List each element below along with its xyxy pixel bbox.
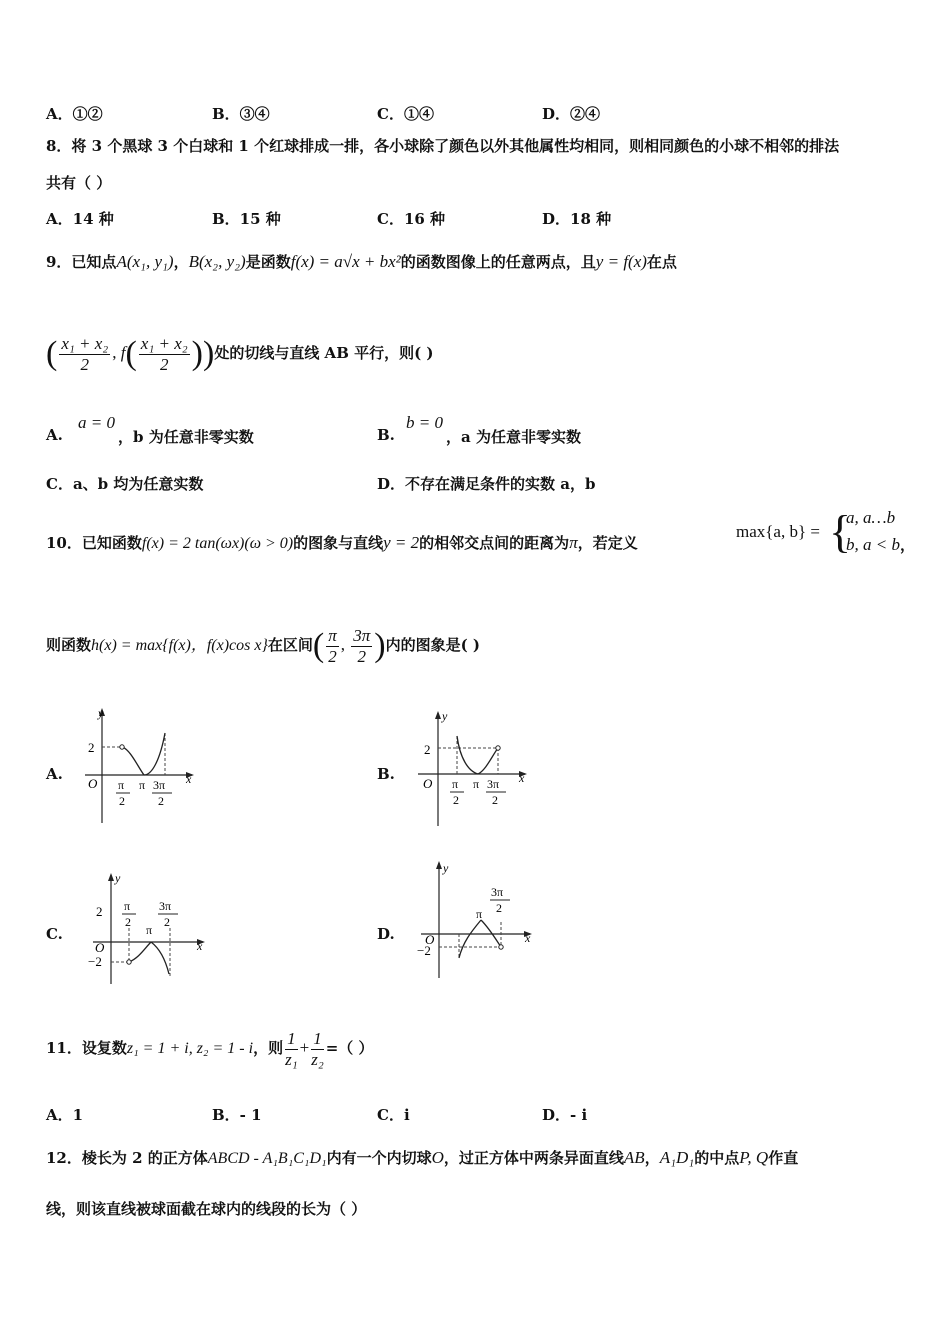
tick-pi: π: [473, 777, 480, 791]
q7-option-c: C．①④: [377, 105, 434, 123]
q9-sep: ，: [173, 253, 189, 271]
q12-mid2: ，过正方体中两条异面直线: [443, 1149, 624, 1167]
q10-interval-prefix: 在区间: [267, 636, 313, 654]
tick-pi2-num: π: [118, 778, 125, 792]
q9-at-point: 在点: [646, 253, 677, 271]
q9-is-func: 是函数: [245, 253, 291, 271]
q12-o: O: [431, 1148, 444, 1167]
tick-3pi2-num: 3π: [491, 885, 504, 899]
q10-stem-line1: [46, 533, 638, 554]
q9-option-c: C．a、b 均为任意实数: [46, 475, 204, 493]
tick-2: 2: [424, 742, 431, 757]
q11-option-d: D．- i: [542, 1106, 588, 1124]
tick-3pi2-num: 3π: [153, 778, 166, 792]
q9-point-b: B(x₂, y₂): [188, 252, 246, 271]
q12-ab: AB: [623, 1148, 645, 1167]
q9-option-b-text: ，a 为任意非零实数: [446, 428, 581, 446]
q8-option-c: C．16 种: [377, 210, 446, 228]
q9-point-x-frac: $\frac{\text{x₁ + x₂}}{2}$: [61, 333, 109, 374]
q8-option-d: D．18 种: [542, 210, 612, 228]
axis-y-label: y: [442, 709, 448, 723]
q11-prefix: 11．设复数: [46, 1039, 127, 1057]
q10-graph-b-label: B.: [377, 765, 395, 783]
tick-3pi2-den: 2: [492, 793, 498, 807]
tick-3pi2-den: 2: [164, 915, 170, 929]
q9-option-a: a = 0: [78, 413, 115, 432]
q10-graph-d: [415, 858, 540, 983]
q10-line2-prefix: 则函数: [46, 636, 92, 654]
q10-pi: π: [569, 533, 578, 552]
q12-mid: 内有一个内切球: [326, 1149, 432, 1167]
origin-label: O: [95, 940, 105, 955]
q10-graph-a: [80, 705, 200, 830]
q9-point-a: A(x₁, y₁): [116, 252, 174, 271]
q10-mid2: 的相邻交点间的距离为: [419, 534, 570, 552]
axis-y-label: y: [443, 861, 449, 875]
q10-graph-c-label: C.: [46, 925, 63, 943]
q10-stem-line2: 则函数h(x) = max{f(x)，f(x)cos x}在区间( $\frac{\pi}{2}$ , $\frac{3\pi}{2}$ )内的图象是( ): [46, 625, 481, 666]
q9-option-b: b = 0: [406, 413, 443, 432]
q9-option-a-text: ，b 为任意非零实数: [118, 428, 254, 446]
q9-option-b-label: B.: [377, 426, 395, 444]
q9-yfx: y = f(x): [595, 252, 647, 271]
axis-x-label: x: [197, 939, 203, 953]
tick-pi2-num: π: [124, 899, 131, 913]
q12-stem-line2: 线，则该直线被球面截在球内的线段的长为（ ）: [46, 1200, 367, 1218]
tick-pi: π: [476, 907, 483, 921]
q8-option-b: B．15 种: [212, 210, 281, 228]
q9-option-a-label: A.: [46, 426, 63, 444]
tick-neg2: −2: [88, 954, 102, 969]
tick-neg2: −2: [417, 943, 431, 958]
tick-3pi2-num: 3π: [159, 899, 172, 913]
axis-y-label: y: [98, 706, 104, 720]
tick-2: 2: [96, 904, 103, 919]
q10-graph-a-label: A.: [46, 765, 63, 783]
q12-stem-line1: [46, 1148, 798, 1169]
q10-prefix: 10．已知函数: [46, 534, 142, 552]
q8-option-a: A．14 种: [46, 210, 114, 228]
q12-tail: 作直: [768, 1149, 799, 1167]
q10-def: ，若定义: [577, 534, 638, 552]
q9-point-f: f: [120, 343, 126, 362]
origin-label: O: [88, 776, 98, 791]
axis-y-label: y: [115, 871, 121, 885]
q10-line2-tail: 内的图象是( ): [385, 636, 481, 654]
q10-mid: 的图象与直线: [293, 534, 384, 552]
tick-3pi2-den: 2: [158, 794, 164, 808]
q12-sep: ，: [644, 1149, 660, 1167]
q12-a1d1: A₁D₁: [659, 1148, 695, 1167]
q11-stem: 11．设复数z₁ = 1 + i, z₂ = 1 - i，则 $\frac{1}{\text{z₁}}$ + $\frac{1}{\text{z₂}}$ =（ ）: [46, 1028, 374, 1069]
tick-pi2-den: 2: [119, 794, 125, 808]
origin-label: O: [423, 776, 433, 791]
q9-prefix: 9．已知点: [46, 253, 117, 271]
q12-pq: P, Q: [739, 1148, 769, 1167]
q10-graph-b: [410, 708, 535, 833]
q7-option-b: B．③④: [212, 105, 270, 123]
tick-3pi2-den: 2: [496, 901, 502, 915]
q9-point-fx-frac: $\frac{\text{x₁ + x₂}}{2}$: [140, 333, 188, 374]
q10-brace: {: [829, 506, 852, 557]
tick-pi2-den: 2: [125, 915, 131, 929]
q11-numbers: z₁ = 1 + i, z₂ = 1 - i: [126, 1040, 254, 1057]
tick-3pi2-num: 3π: [487, 777, 500, 791]
origin-label: O: [425, 932, 435, 947]
tick-2: 2: [88, 740, 95, 755]
q9-stem-line1: [46, 252, 677, 272]
q11-option-b: B．- 1: [212, 1106, 262, 1124]
q8-stem-line2: 共有（ ）: [46, 174, 112, 192]
q10-hx: h(x) = max{f(x)，f(x)cos x}: [91, 637, 268, 654]
q7-option-d: D．②④: [542, 105, 601, 123]
q7-option-a: A．①②: [46, 105, 103, 123]
q10-function: f(x) = 2 tan(ωx)(ω > 0): [141, 535, 294, 552]
q10-max-def: max{a, b} =: [736, 522, 820, 541]
q9-stem-line2: ( $\frac{\text{x₁ + x₂}}{2}$ , f( $\frac{\text{x₁ + x₂}}{2}$ ))处的切线与直线 AB 平行，则( ): [46, 333, 434, 374]
tick-pi: π: [139, 778, 146, 792]
tick-pi2-den: 2: [453, 793, 459, 807]
q10-case1: a, a…b: [846, 508, 896, 527]
q9-tail: 处的切线与直线 AB 平行，则( ): [214, 344, 434, 362]
q10-graph-c: [85, 870, 210, 990]
q10-line: y = 2: [383, 533, 420, 552]
q11-option-a: A．1: [46, 1106, 84, 1124]
q10-case2: b, a < b，: [846, 535, 915, 554]
tick-pi: π: [146, 923, 153, 937]
q9-option-d: D．不存在满足条件的实数 a，b: [377, 475, 596, 493]
axis-x-label: x: [519, 771, 525, 785]
axis-x-label: x: [186, 772, 192, 786]
q11-option-c: C．i: [377, 1106, 410, 1124]
q10-graph-d-label: D.: [377, 925, 395, 943]
q12-cube: ABCD - A₁B₁C₁D₁: [207, 1150, 327, 1167]
q11-then: ，则: [253, 1039, 284, 1057]
q9-function: f(x) = a√x + bx²: [290, 252, 401, 271]
tick-pi2-num: π: [452, 777, 459, 791]
q11-tail: =（ ）: [325, 1039, 374, 1057]
axis-x-label: x: [525, 931, 531, 945]
q12-mid3: 的中点: [694, 1149, 740, 1167]
q8-stem-line1: 8．将 3 个黑球 3 个白球和 1 个红球排成一排，各小球除了颜色以外其他属性均相同，则相同颜色的小球不相邻的排法: [46, 137, 840, 155]
q12-prefix: 12．棱长为 2 的正方体: [46, 1149, 208, 1167]
q9-mid: 的函数图像上的任意两点，且: [400, 253, 596, 271]
